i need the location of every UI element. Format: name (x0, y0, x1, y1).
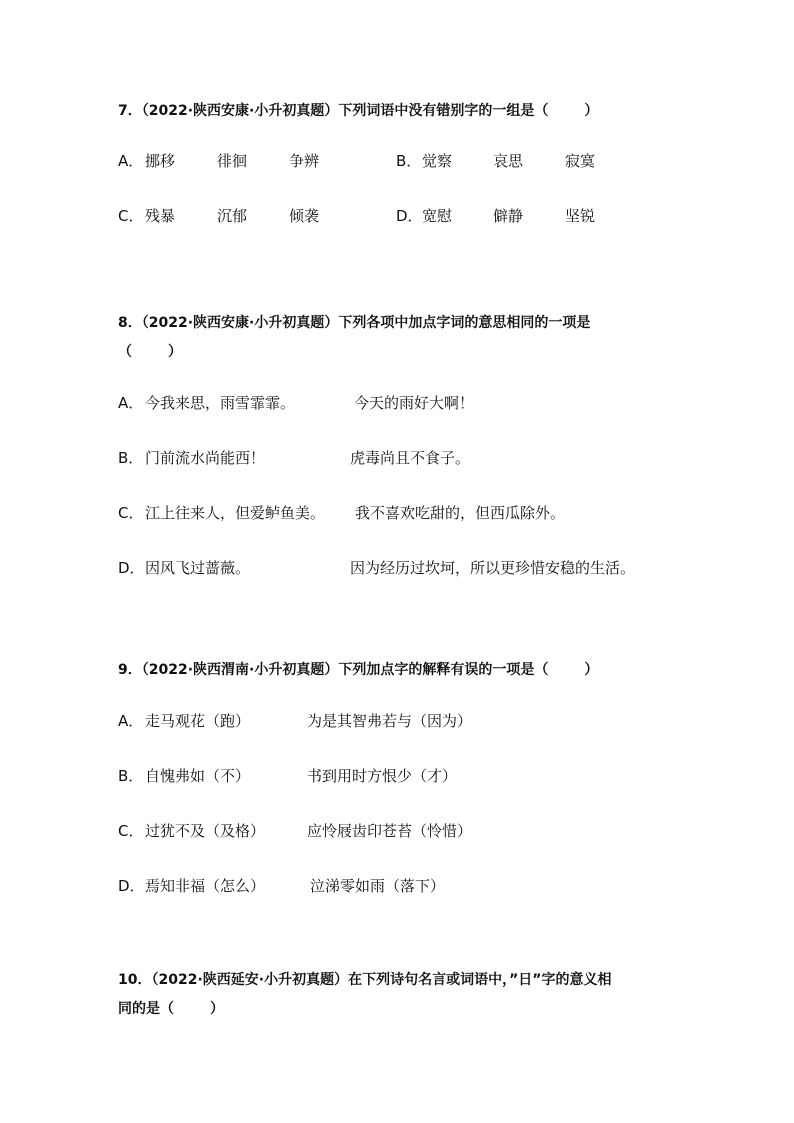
option-right-text: 书到用时方恨少（才） (307, 767, 458, 785)
option-word: 沉郁 (217, 207, 248, 225)
question-8-option-b (118, 446, 678, 470)
option-right-text: 应怜屐齿印苍苔（怜惜） (307, 822, 473, 840)
question-8-close: ） (168, 344, 182, 360)
question-10-blank-line (118, 995, 678, 1024)
option-word: 僻静 (493, 207, 524, 225)
option-right-text: 泣涕零如雨（落下） (310, 877, 446, 895)
option-label: D． (118, 559, 145, 577)
question-8-open: （ (118, 344, 132, 360)
question-10-title (118, 966, 678, 1024)
option-right-text: 虎毒尚且不食子。 (350, 449, 471, 467)
option-word: 觉察 (422, 152, 453, 170)
option-left-text: 自愧弗如（不） (145, 767, 251, 785)
option-word: 徘徊 (217, 152, 248, 170)
option-word: 争辨 (289, 152, 320, 170)
option-word: 倾袭 (289, 207, 320, 225)
option-left-text: 江上往来人，但爱鲈鱼美。 (145, 504, 326, 522)
option-label: C． (118, 822, 144, 840)
question-7-text: 7．（2022·陕西安康·小升初真题）下列词语中没有错别字的一组是（ (118, 103, 549, 119)
option-label: C． (118, 207, 144, 225)
option-word: 哀思 (493, 152, 524, 170)
option-left-text: 今我来思，雨雪霏霏。 (145, 394, 296, 412)
question-8-option-d (118, 556, 678, 580)
option-left-text: 门前流水尚能西！ (145, 449, 266, 467)
option-label: C． (118, 504, 144, 522)
option-label: D． (118, 877, 145, 895)
option-label: A． (118, 394, 144, 412)
option-label: B． (118, 449, 144, 467)
option-left-text: 焉知非福（怎么） (145, 877, 266, 895)
option-label: A． (118, 712, 144, 730)
question-9-option-b (118, 764, 678, 788)
question-9-title (118, 656, 678, 685)
question-7-close: ） (584, 103, 599, 119)
option-word: 寂寞 (565, 152, 596, 170)
question-10-text-line2: 同的是（ (118, 1001, 174, 1017)
option-left-text: 走马观花（跑） (145, 712, 251, 730)
option-word: 挪移 (145, 152, 176, 170)
question-9-option-d (118, 874, 678, 898)
question-9-option-c (118, 819, 678, 843)
option-label: B． (118, 767, 144, 785)
option-word: 残暴 (145, 207, 176, 225)
question-8-option-a (118, 391, 678, 415)
option-right-text: 因为经历过坎坷，所以更珍惜安稳的生活。 (350, 559, 636, 577)
option-right-text: 我不喜欢吃甜的，但西瓜除外。 (355, 504, 566, 522)
question-10-text: 10．（2022·陕西延安·小升初真题）在下列诗句名言或词语中，”日”字的意义相 (118, 972, 612, 988)
question-9-close: ） (584, 662, 599, 678)
question-10-close: ） (210, 1001, 224, 1017)
question-9-option-a (118, 709, 678, 733)
question-7-options-row-1 (118, 149, 678, 173)
question-8-text: 8．（2022·陕西安康·小升初真题）下列各项中加点字词的意思相同的一项是 (118, 315, 591, 331)
question-8-blank-line (118, 338, 678, 367)
question-8-option-c (118, 501, 678, 525)
option-right-text: 为是其智弗若与（因为） (307, 712, 473, 730)
question-7-options-row-2 (118, 204, 678, 228)
question-7-title (118, 97, 678, 126)
option-word: 坚锐 (565, 207, 596, 225)
option-label: A． (118, 152, 144, 170)
option-right-text: 今天的雨好大啊！ (354, 394, 475, 412)
option-word: 宽慰 (422, 207, 453, 225)
option-label: D． (396, 207, 423, 225)
option-label: B． (396, 152, 422, 170)
question-8-title (118, 309, 678, 367)
question-9-text: 9．（2022·陕西渭南·小升初真题）下列加点字的解释有误的一项是（ (118, 662, 549, 678)
option-left-text: 因风飞过蔷薇。 (145, 559, 251, 577)
option-left-text: 过犹不及（及格） (145, 822, 266, 840)
